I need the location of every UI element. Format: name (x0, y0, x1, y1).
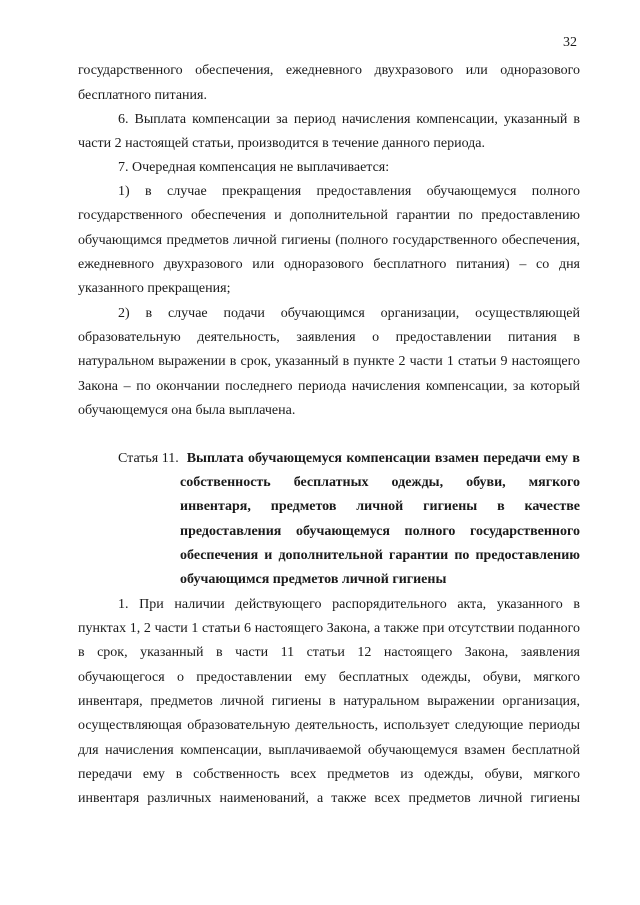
subitem-7-1-line: ежедневного двухразового или одноразового бесплатного питания) – со дня (78, 257, 580, 272)
article-paragraph-1-line: инвентаря, предметов личной гигиены в натуральном выражении организация, (78, 694, 580, 709)
article-title-line: обучающимся предметов личной гигиены (180, 572, 447, 587)
subitem-7-1-line: обучающимся предметов личной гигиены (полного государственного обеспечения, (78, 233, 580, 248)
article-paragraph-1-line: передачи ему в собственность всех предметов из одежды, обуви, мягкого (78, 767, 580, 782)
article-title-line: обеспечения и дополнительной гарантии по предоставлению (180, 548, 580, 563)
subitem-7-1-line: 1) в случае прекращения предоставления обучающемуся полного (118, 184, 580, 199)
article-title-line: собственность бесплатных одежды, обуви, мягкого (180, 475, 580, 490)
subitem-7-1-line: указанного прекращения; (78, 281, 231, 296)
article-paragraph-1-line: для начисления компенсации, выплачиваемой обучающемуся взамен бесплатной (78, 743, 580, 758)
subitem-7-2-line: образовательную деятельность, заявления о предоставлении питания в (78, 330, 580, 345)
paragraph-6-line: части 2 настоящей статьи, производится в течение данного периода. (78, 136, 486, 151)
article-paragraph-1-line: пунктах 1, 2 части 1 статьи 6 настоящего Закона, а также при отсутствии поданного (78, 621, 580, 636)
text-line: бесплатного питания. (78, 88, 207, 103)
paragraph-6-line: 6. Выплата компенсации за период начисления компенсации, указанный в (118, 112, 580, 127)
article-label: Статья 11. (118, 451, 179, 466)
article-title-line: предоставления обучающемуся полного государственного (180, 524, 580, 539)
article-paragraph-1-line: инвентаря различных наименований, а также всех предметов личной гигиены (78, 791, 580, 806)
article-paragraph-1-line: осуществляющая образовательную деятельность, использует следующие периоды (78, 718, 580, 733)
page-number: 32 (563, 35, 577, 50)
article-title-line: Выплата обучающемуся компенсации взамен передачи ему в (186, 451, 580, 466)
article-title-line: инвентаря, предметов личной гигиены в качестве (180, 499, 580, 514)
subitem-7-1-line: государственного обеспечения и дополнительной гарантии по предоставлению (78, 208, 580, 223)
article-paragraph-1-line: 1. При наличии действующего распорядительного акта, указанного в (118, 597, 580, 612)
article-heading (118, 450, 580, 468)
article-paragraph-1-line: обучающегося о предоставлении ему бесплатных одежды, обуви, мягкого (78, 670, 580, 685)
paragraph-7: 7. Очередная компенсация не выплачивается: (118, 160, 390, 175)
subitem-7-2-line: натуральном выражении в срок, указанный в пункте 2 части 1 статьи 9 настоящего (78, 354, 580, 369)
subitem-7-2-line: Закона – по окончании последнего периода начисления компенсации, за который (78, 379, 580, 394)
subitem-7-2-line: обучающемуся она была выплачена. (78, 403, 296, 418)
subitem-7-2-line: 2) в случае подачи обучающимся организации, осуществляющей (118, 306, 580, 321)
article-paragraph-1-line: в срок, указанный в части 11 статьи 12 настоящего Закона, заявления (78, 645, 580, 660)
text-line: государственного обеспечения, ежедневного двухразового или одноразового (78, 63, 580, 78)
